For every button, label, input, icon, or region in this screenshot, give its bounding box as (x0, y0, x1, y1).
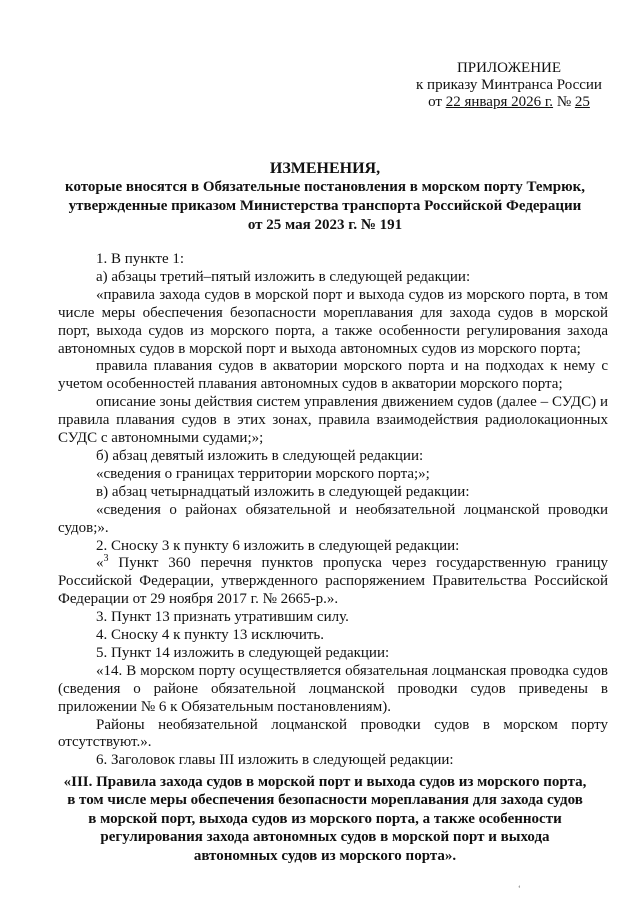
paragraph: 5. Пункт 14 изложить в следующей редакции: (96, 644, 390, 661)
title-line: от 25 мая 2023 г. № 191 (247, 217, 403, 233)
appendix-number: 25 (574, 94, 590, 110)
title-line: утвержденные приказом Министерства транспорта Российской Федерации (68, 198, 582, 214)
paragraph: а) абзацы третий–пятый изложить в следующей редакции: (96, 268, 471, 285)
paragraph: описание зоны действия систем управления движением судов (далее – СУДС) и правила плавания судов в этих зонах, правила взаимодействия радиолокационных СУДС с автономными судами;»; (58, 394, 608, 447)
paragraph: «14. В морском порту осуществляется обязательная лоцманская проводка судов (сведения о районе обязательной лоцманской проводки судов приведены в приложении № 6 к Обязательным постановлениям). (58, 662, 608, 715)
paragraph: правила плавания судов в акватории морского порта и на подходах к нему с учетом особенностей плавания автономных судов в акватории морского порта; (58, 358, 608, 393)
chapter-line: автономных судов из морского порта». (193, 847, 457, 864)
chapter-heading (40, 773, 610, 865)
paragraph: б) абзац девятый изложить в следующей редакции: (96, 447, 424, 464)
appendix-label: ПРИЛОЖЕНИЕ (456, 60, 562, 76)
title-main: ИЗМЕНЕНИЯ, (269, 160, 381, 177)
paragraph: 6. Заголовок главы III изложить в следующей редакции: (96, 752, 454, 769)
paragraph: «сведения о районах обязательной и необязательной лоцманской проводки судов;». (58, 501, 608, 536)
appendix-header (404, 60, 614, 111)
paragraph: в) абзац четырнадцатый изложить в следующей редакции: (96, 483, 470, 500)
chapter-line: в морской порт, выхода судов из морского порта, а также особенности (88, 810, 562, 827)
paragraph: 3. Пункт 13 признать утратившим силу. (96, 609, 349, 626)
title-line: которые вносятся в Обязательные постановления в морском порту Темрюк, (65, 179, 585, 195)
paragraph: 2. Сноску 3 к пункту 6 изложить в следующей редакции: (96, 537, 460, 554)
appendix-order-ref: к приказу Минтранса России (416, 77, 602, 93)
appendix-date-line: от 22 января 2026 г. № 25 (428, 94, 590, 110)
document-title (40, 159, 610, 235)
paragraph: «сведения о границах территории морского порта;»; (96, 465, 430, 482)
paragraph: «правила захода судов в морской порт и выхода судов из морского порта, в том числе меры обеспечения безопасности мореплавания для захода судов в морской порт, выхода судов из морского порта, а также особенности регулирования захода автономных судов в морской порт и выхода автономных судов из морского порта; (58, 286, 608, 357)
footnote-marker: 3 (103, 553, 109, 565)
scan-mark: ʻ (518, 884, 521, 893)
document-body (58, 251, 608, 770)
paragraph: Районы необязательной лоцманской проводки судов в морском порту отсутствуют.». (58, 716, 608, 751)
appendix-date: 22 января 2026 г. (445, 94, 554, 110)
chapter-line: регулирования захода автономных судов в морской порт и выхода (100, 829, 550, 846)
paragraph: 1. В пункте 1: (96, 251, 185, 267)
paragraph: 4. Сноску 4 к пункту 13 исключить. (96, 627, 324, 644)
footnote-paragraph: «$^3$ Пункт 360 перечня пунктов пропуска через государственную границу Российской Федерации, утвержденного распоряжением Правительства Российской Федерации от 29 ноября 2017 г. № 2665-р.». (58, 553, 608, 608)
chapter-line: «III. Правила захода судов в морской порт и выхода судов из морского порта, (63, 774, 587, 790)
chapter-line: в том числе меры обеспечения безопасности мореплавания для захода судов (67, 792, 583, 809)
